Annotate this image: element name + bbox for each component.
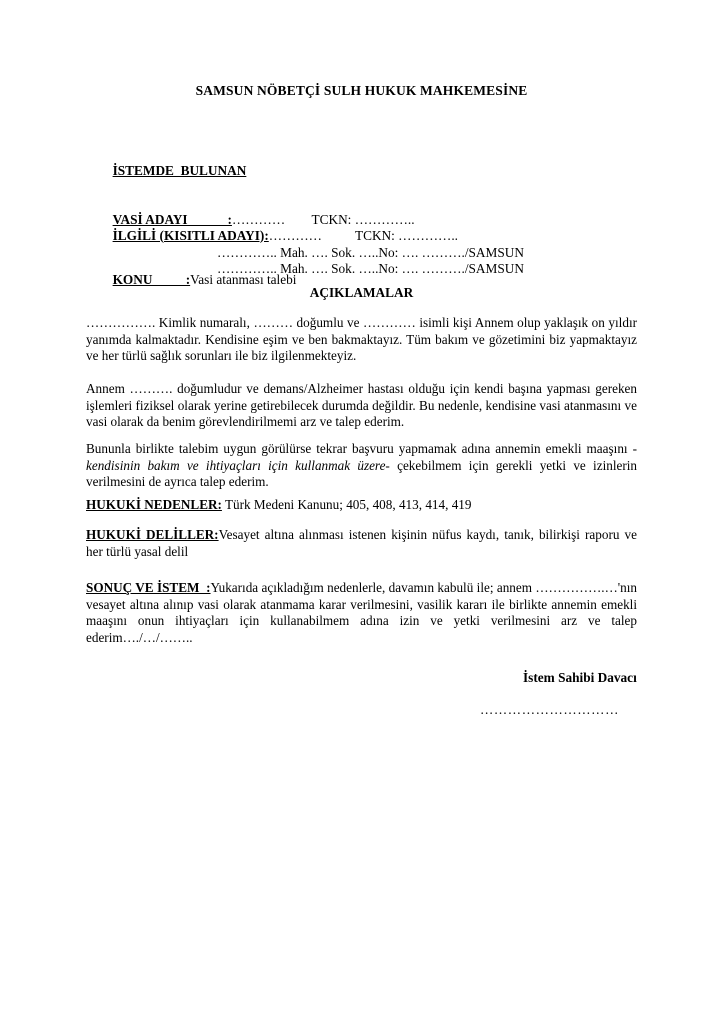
paragraph-1: ……………. Kimlik numaralı, ……… doğumlu ve ………… isimli kişi Annem olup yaklaşık on yıldır yanımda kalmaktadır. Kendisine eşim ve ben bakmaktayız. Tüm bakım ve gözetimini biz yapmaktayız ve her türlü sağlık sorunları ile biz ilgilenmekteyiz. [86,315,637,364]
legal-evidence-label: HUKUKİ DELİLLER: [86,527,219,542]
pension-text-after: çekebilmem için gerekli yetki ve izinlerin verilmesini de ayrıca talep ederim. [86,457,637,490]
subject-value: Vasi atanması talebi [190,271,297,287]
related-party-line [86,211,637,261]
related-party-label: İLGİLİ (KISITLI ADAYI): [112,227,269,243]
court-title: SAMSUN NÖBETÇİ SULH HUKUK MAHKEMESİNE [195,83,528,98]
conclusion-value: Yukarıda açıkladığım nedenlerle, davamın kabulü ile; annem …………….…'nın vesayet altına alınıp vasi olarak atanmama karar verilmesini, vasilik kararı ile birlikte annemin emekli maaşını onun ihtiyaçları için kullanabilmem adına izin ve yetki verilmesini arz ve talep ederim…./…/…….. [86,580,637,645]
pension-text-before: Bununla birlikte talebim uygun görülürse tekrar başvuru yapmamak adına annemin emekli maaşını [86,441,633,456]
requester-heading [86,146,637,196]
legal-grounds-line [86,497,637,514]
paragraph-2: Annem ………. doğumludur ve demans/Alzheimer hastası olduğu için kendi başına yapması gereken işlemleri fiziksel olarak yerine getirebilecek durumda değildir. Bu nedenle, kendisine vasi atanmasını ve vasi olarak da benim görevlendirilmemi arz ve talep ederim. [86,381,637,430]
guardian-candidate-value: ………… TCKN: ………….. [231,212,415,227]
related-party-address: ………….. Mah. …. Sok. …..No: …. ………./SAMSUN [217,260,524,276]
guardian-candidate-address: ………….. Mah. …. Sok. …..No: …. ………./SAMSUN [217,245,524,260]
explanations-heading: AÇIKLAMALAR [309,285,414,300]
legal-evidence-value: Vesayet altına alınması istenen kişinin nüfus kaydı, tanık, bilirkişi raporu ve her türlü yasal delil [86,527,637,559]
pension-text-italic: -kendisinin bakım ve ihtiyaçları için kullanmak üzere- [86,441,637,473]
conclusion-label: SONUÇ VE İSTEM : [86,580,211,595]
requester-heading-label: İSTEMDE BULUNAN [112,162,247,178]
legal-evidence-block [86,527,637,560]
pension-paragraph [86,441,637,491]
legal-grounds-label: HUKUKİ NEDENLER: [86,497,222,512]
signature-line: ………………………… [480,702,619,717]
conclusion-block [86,580,637,646]
subject-label: KONU : [112,271,191,287]
guardian-candidate-label: VASİ ADAYI : [112,212,232,227]
signature-name: İstem Sahibi Davacı [523,670,637,685]
related-party-value: ………… TCKN: ………….. [268,227,459,243]
legal-grounds-value: Türk Medeni Kanunu; 405, 408, 413, 414, 419 [221,497,472,512]
